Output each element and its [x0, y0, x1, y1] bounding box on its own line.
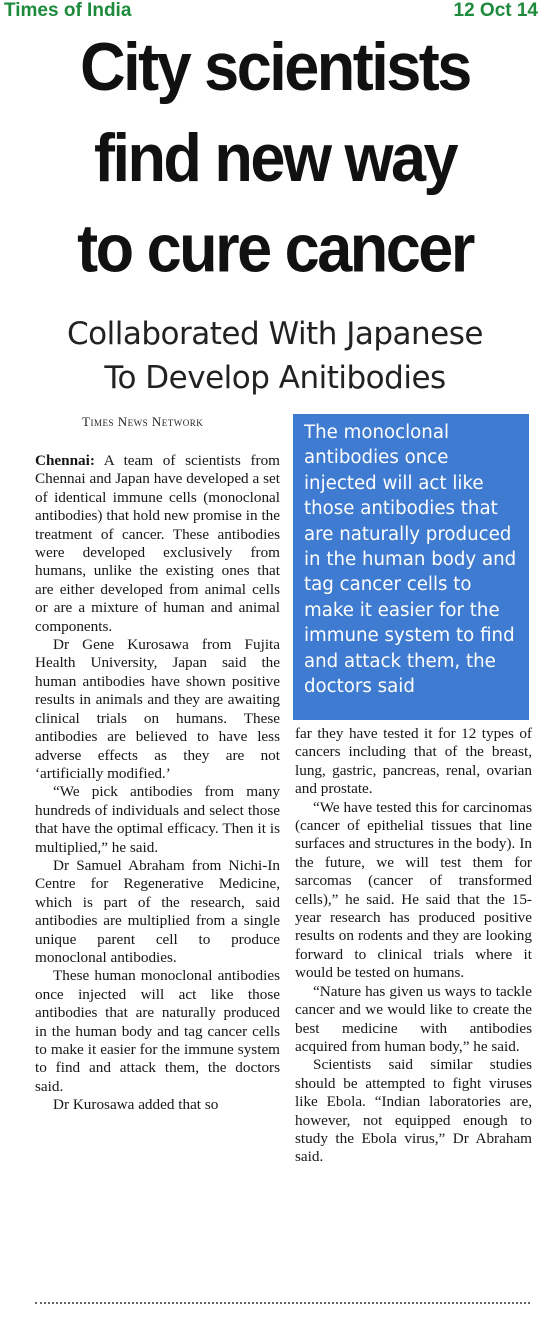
subheadline — [0, 312, 550, 400]
bottom-dotted-rule — [35, 1302, 530, 1304]
article-paragraph: These human monoclonal antibodies once injected will act like those antibodies that are naturally produced in the human body and tag cancer cells to make it easier for the immune system to find and attack them, the doctors said. — [35, 967, 280, 1095]
article-paragraph: Scientists said similar studies should be attempted to fight viruses like Ebola. “Indian laboratories are, however, not equipped enough to study the Ebola virus,” Dr Abraham said. — [295, 1056, 532, 1166]
publication-date: 12 Oct 14 — [453, 0, 538, 21]
article-continuation: far they have tested it for 12 types of cancers including that of the breast, lung, gastric, pancreas, renal, ovarian and prostate. — [295, 725, 532, 798]
article-paragraph: Dr Kurosawa added that so — [53, 1096, 219, 1114]
byline: Times News Network — [82, 414, 204, 429]
headline-line: City scientists — [80, 29, 470, 106]
headline-line: find new way — [93, 120, 457, 196]
subheadline-line: Collaborated With Japanese — [67, 316, 483, 352]
pull-quote: The monoclonal antibodies once injected will act like those antibodies that are naturally produced in the human body and tag cancer cells to make it easier for the immune system to find and attack them, the doctors said — [293, 414, 529, 720]
article-paragraph: Dr Samuel Abraham from Nichi-In Centre for Regenerative Medicine, which is part of the research, said antibodies are multiplied from a single unique parent cell to produce monoclonal antibodies. — [35, 856, 280, 966]
publication-name: Times of India — [4, 0, 132, 21]
article-column-right — [295, 725, 532, 1167]
article-paragraph: “Nature has given us ways to tackle cancer and we would like to create the best medicine with antibodies acquired from human body,” he said. — [295, 982, 532, 1055]
subheadline-line: To Develop Anitibodies — [104, 360, 446, 396]
lead-text: A team of scientists from Chennai and Japan have developed a set of identical immune cells (monoclonal antibodies) that hold new promise in the treatment of cancer. These antibodies were developed exclusively from humans, unlike the existing ones that are either developed from animal cells or are a mixture of human and animal components. — [35, 452, 280, 635]
headline-line: to cure cancer — [77, 211, 473, 287]
dateline: Chennai: — [35, 452, 95, 469]
article-paragraph: Dr Gene Kurosawa from Fujita Health University, Japan said the human antibodies have shown positive results in animals and they are awaiting clinical trials on humans. These antibodies are believed to have less adverse effects as they are not ‘artificially modified.’ — [35, 636, 280, 782]
article-paragraph: “We pick antibodies from many hundreds of individuals and select those that have the optimal efficacy. Then it is multiplied,” he said. — [35, 783, 280, 856]
headline — [0, 22, 550, 294]
article-lead — [35, 452, 280, 636]
article-paragraph: “We have tested this for carcinomas (cancer of epithelial tissues that line surfaces and structures in the body). In the future, we will test them for sarcomas (cancer of transformed cells),” he said. He said that the 15-year research has produced positive results on rodents and they are looking forward to clinical trials where it would be tested on humans. — [295, 798, 532, 982]
article-column-left — [35, 452, 280, 1115]
